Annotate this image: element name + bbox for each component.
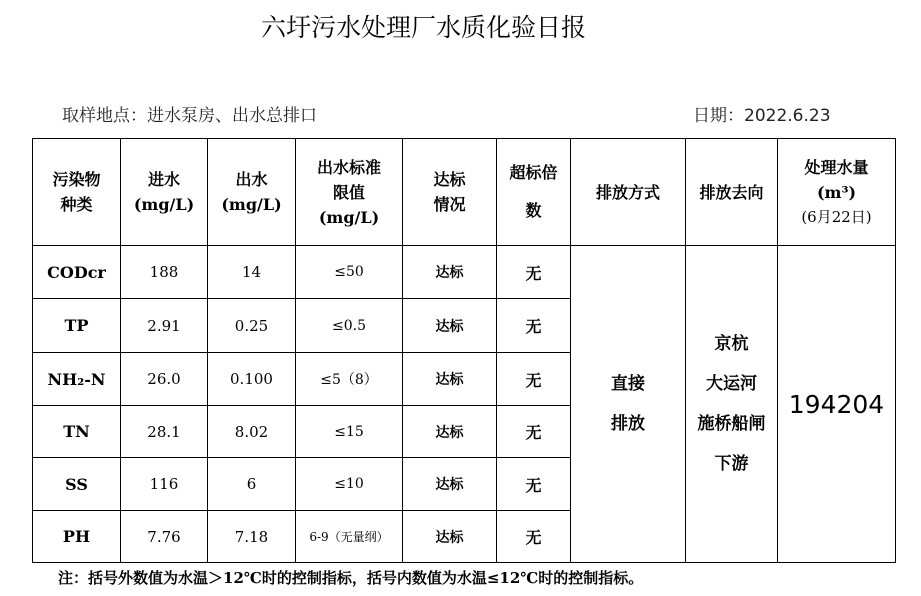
- inflow-value: 26.0: [121, 353, 208, 406]
- compliance-status: 达标: [403, 353, 497, 406]
- sample-location: 取样地点：进水泵房、出水总排口: [62, 106, 317, 126]
- outflow-value: 6: [208, 458, 296, 511]
- report-title: 六圩污水处理厂水质化验日报: [260, 13, 586, 42]
- pollutant-name: TN: [33, 406, 121, 458]
- pollutant-name: TP: [33, 299, 121, 353]
- footnote: 注：括号外数值为水温＞12℃时的控制指标，括号内数值为水温≤12℃时的控制指标。: [58, 569, 644, 587]
- discharge-direction: 京杭 大运河 施桥船闸 下游: [686, 246, 778, 563]
- header-compliance: 达标 情况: [403, 139, 497, 246]
- outflow-value: 8.02: [208, 406, 296, 458]
- exceed-multiple: 无: [497, 353, 571, 406]
- compliance-status: 达标: [403, 406, 497, 458]
- limit-value: ≤50: [296, 246, 403, 299]
- outflow-value: 0.100: [208, 353, 296, 406]
- exceed-multiple: 无: [497, 246, 571, 299]
- header-discharge-method: 排放方式: [571, 139, 686, 246]
- header-exceed: 超标倍 数: [497, 139, 571, 246]
- outflow-value: 7.18: [208, 511, 296, 563]
- header-limit: 出水标准 限值 (mg/L): [296, 139, 403, 246]
- exceed-multiple: 无: [497, 458, 571, 511]
- pollutant-name: CODcr: [33, 246, 121, 299]
- header-outflow: 出水 (mg/L): [208, 139, 296, 246]
- limit-value: ≤15: [296, 406, 403, 458]
- table-row: [33, 246, 896, 299]
- outflow-value: 0.25: [208, 299, 296, 353]
- compliance-status: 达标: [403, 458, 497, 511]
- exceed-multiple: 无: [497, 299, 571, 353]
- limit-value: 6-9（无量纲）: [296, 511, 403, 563]
- exceed-multiple: 无: [497, 511, 571, 563]
- outflow-value: 14: [208, 246, 296, 299]
- limit-value: ≤5（8）: [296, 353, 403, 406]
- header-inflow: 进水 (mg/L): [121, 139, 208, 246]
- limit-value: ≤10: [296, 458, 403, 511]
- header-pollutant: 污染物 种类: [33, 139, 121, 246]
- limit-value: ≤0.5: [296, 299, 403, 353]
- header-volume: 处理水量 (m³) (6月22日): [778, 139, 896, 246]
- report-date: 日期：2022.6.23: [693, 106, 831, 126]
- inflow-value: 28.1: [121, 406, 208, 458]
- inflow-value: 116: [121, 458, 208, 511]
- pollutant-name: SS: [33, 458, 121, 511]
- water-quality-table: [32, 138, 896, 563]
- compliance-status: 达标: [403, 511, 497, 563]
- pollutant-name: NH₂-N: [33, 353, 121, 406]
- header-discharge-direction: 排放去向: [686, 139, 778, 246]
- inflow-value: 7.76: [121, 511, 208, 563]
- discharge-method: 直接 排放: [571, 246, 686, 563]
- pollutant-name: PH: [33, 511, 121, 563]
- header-row: [33, 139, 896, 246]
- inflow-value: 2.91: [121, 299, 208, 353]
- inflow-value: 188: [121, 246, 208, 299]
- compliance-status: 达标: [403, 299, 497, 353]
- treated-volume: 194204: [778, 246, 896, 563]
- compliance-status: 达标: [403, 246, 497, 299]
- exceed-multiple: 无: [497, 406, 571, 458]
